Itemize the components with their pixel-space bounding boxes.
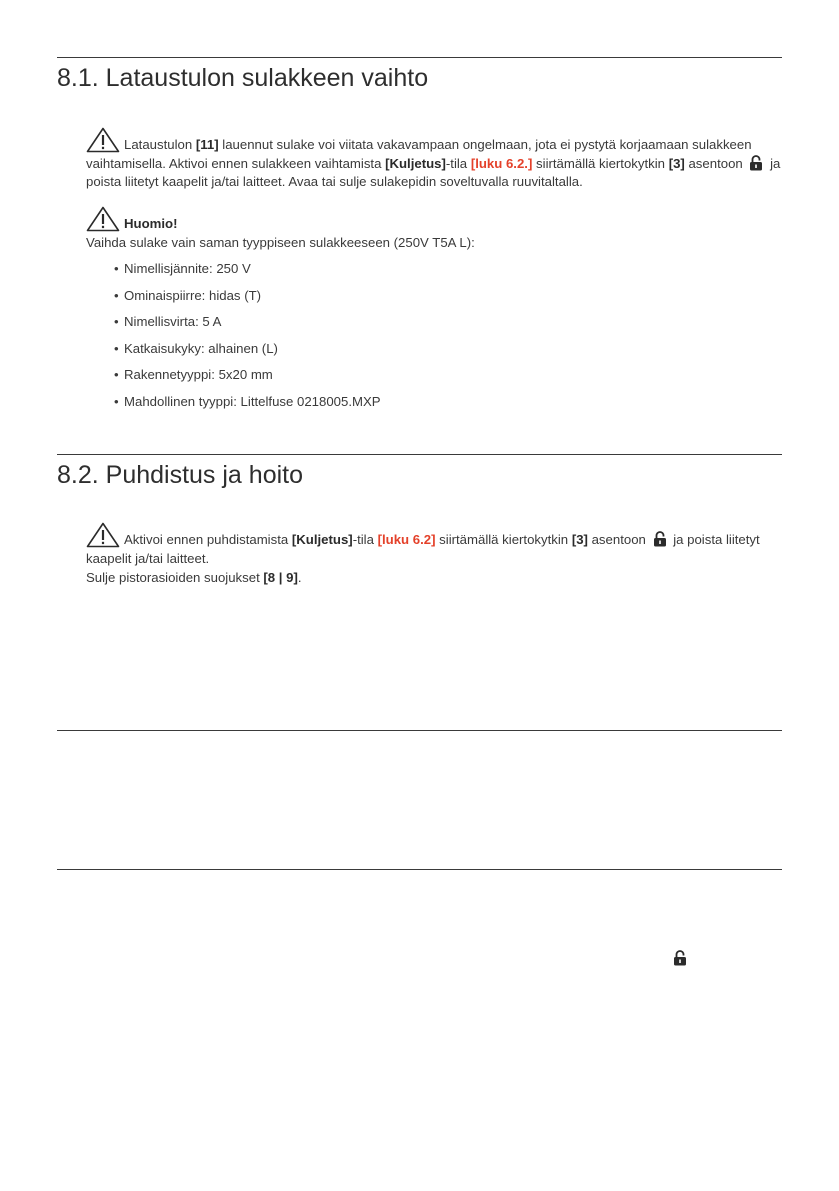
- padlock-icon: [653, 531, 667, 547]
- ref-rotary-switch: [3]: [571, 532, 588, 547]
- warning-triangle-icon: [86, 206, 120, 232]
- ref-socket-covers: [8 | 9]: [263, 570, 298, 585]
- notice-text: Vaihda sulake vain saman tyyppiseen sulakkeeseen (250V T5A L):: [86, 234, 475, 250]
- ref-port: [11]: [195, 137, 219, 152]
- ref-transport-mode: [Kuljetus]: [385, 155, 446, 171]
- list-item: • Mahdollinen tyyppi: Littelfuse 0218005.MXP: [114, 393, 381, 409]
- cleaning-note: Sulje pistorasioiden suojukset [8 | 9].: [86, 570, 302, 585]
- padlock-icon: [673, 950, 687, 966]
- list-item: • Katkaisukyky: alhainen (L): [114, 340, 278, 356]
- section-title-cleaning: 8.2. Puhdistus ja hoito: [57, 461, 303, 489]
- padlock-icon: [749, 155, 763, 171]
- fuse-notice: [86, 206, 786, 252]
- section-title-fuse: 8.1. Lataustulon sulakkeen vaihto: [57, 64, 429, 92]
- fuse-spec-list: [114, 260, 381, 419]
- warning-triangle-icon: [86, 127, 120, 153]
- cleaning-warning-paragraph: Aktivoi ennen puhdistamista [Kuljetus]-tila [luku 6.2] siirtämällä kiertokytkin [3] asentoon ja poista liitetyt kaapelit ja/tai laitteet.: [86, 522, 786, 568]
- notice-title: Huomio!: [124, 216, 178, 231]
- ref-rotary-switch: [3]: [668, 155, 685, 171]
- list-item: • Nimellisjännite: 250 V: [114, 261, 251, 276]
- warning-triangle-icon: [86, 522, 120, 548]
- list-item: • Nimellisvirta: 5 A: [114, 314, 222, 329]
- list-item: • Rakennetyyppi: 5x20 mm: [114, 367, 273, 382]
- ref-transport-mode: [Kuljetus]: [291, 532, 353, 547]
- ref-chapter-link[interactable]: [luku 6.2]: [377, 532, 436, 547]
- section-divider: [57, 869, 782, 870]
- section-divider: [57, 730, 782, 731]
- fuse-warning-paragraph: Lataustulon [11] lauennut sulake voi viitata vakavampaan ongelmaan, jota ei pystytä korjaamaan sulakkeen vaihtamisella. Aktivoi ennen sulakkeen vaihtamista [Kuljetus]-tila [luku 6.2.] siirtämällä kiertokytkin [3] asentoon ja poista liitetyt kaapelit ja/tai laitteet. Avaa tai sulje sulakepidin soveltuvalla ruuvitaltalla.: [86, 127, 786, 192]
- section-divider: [57, 454, 782, 455]
- list-item: • Ominaispiirre: hidas (T): [114, 287, 262, 303]
- ref-chapter-link[interactable]: [luku 6.2.]: [470, 155, 533, 171]
- section-divider-top: [57, 57, 782, 58]
